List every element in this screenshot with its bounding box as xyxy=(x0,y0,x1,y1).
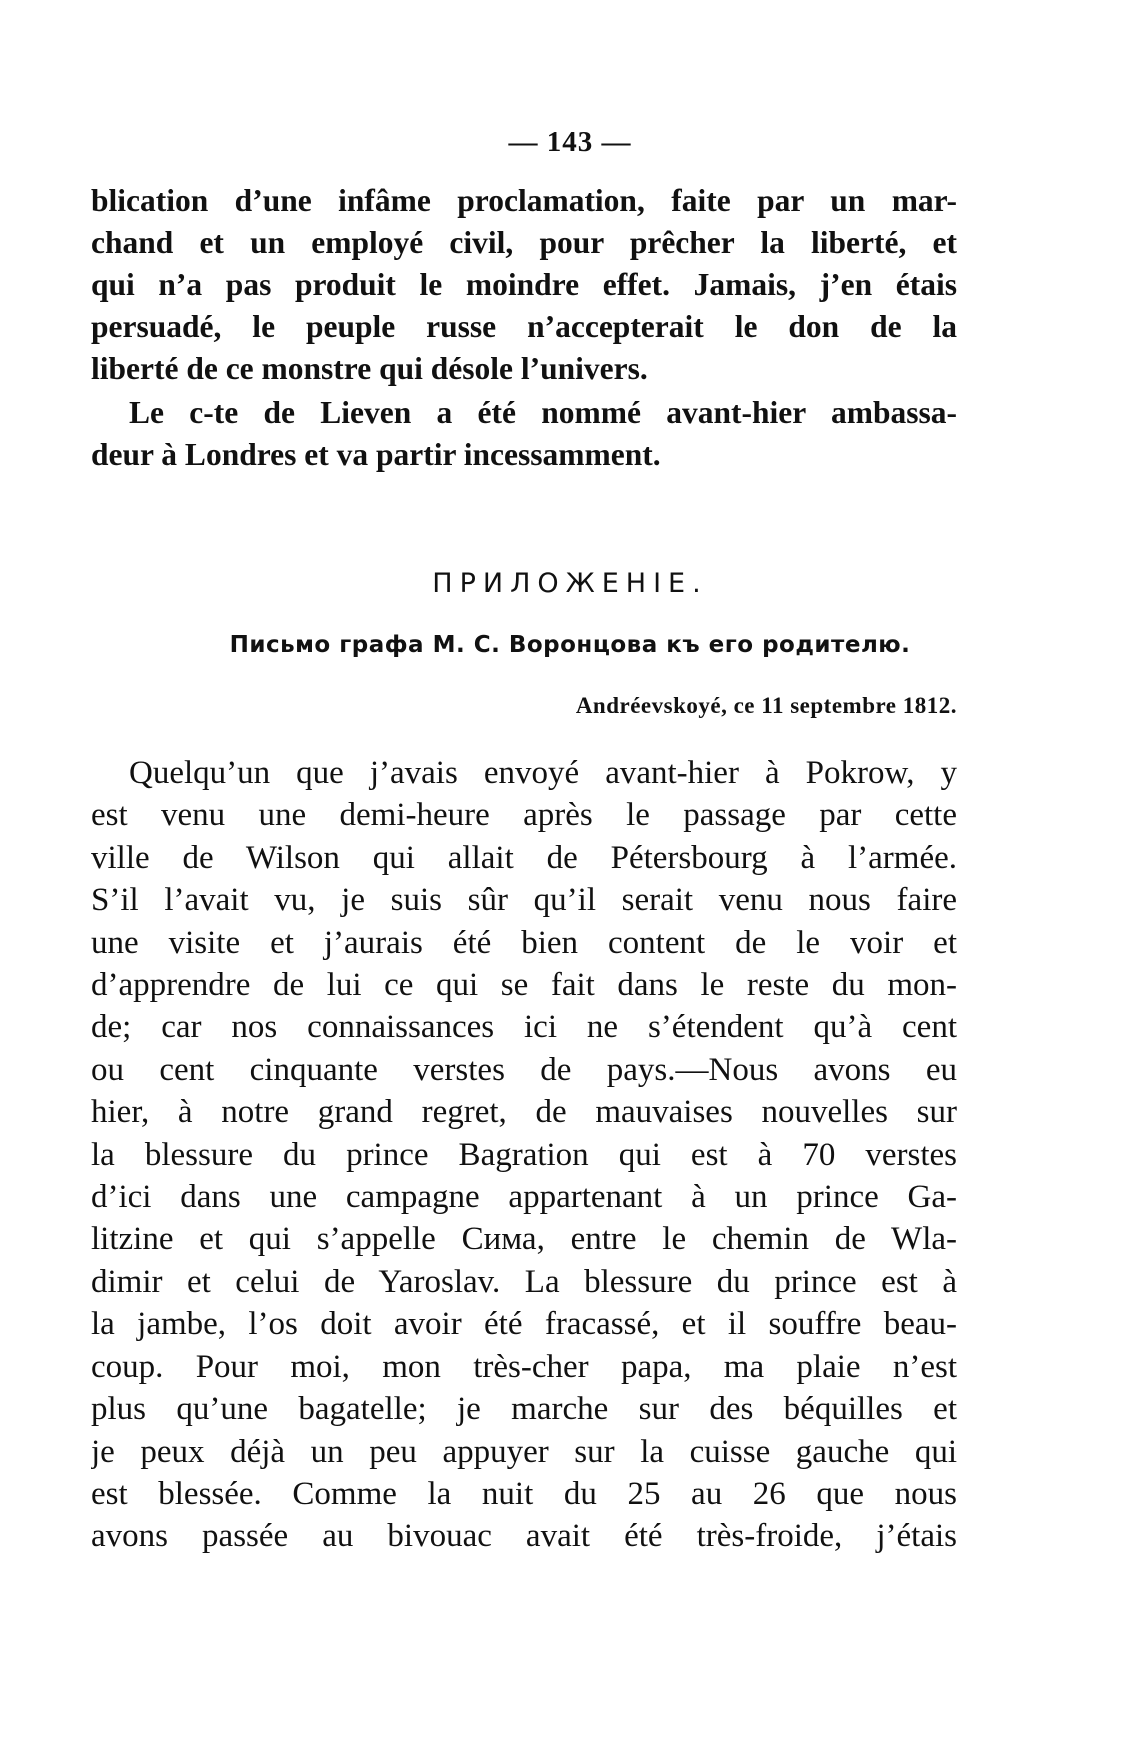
letter-line: est venu une demi-heure après le passage par cette xyxy=(91,797,957,834)
appendix-heading: ПРИЛОЖЕНІЕ. xyxy=(432,568,708,599)
letter-line: dimir et celui de Yaroslav. La blessure du prince est à xyxy=(91,1263,957,1300)
letter-line: est blessée. Comme la nuit du 25 au 26 que nous xyxy=(91,1475,957,1512)
text-line: chand et un employé civil, pour prêcher la liberté, et xyxy=(91,225,957,260)
letter-dateline: Andréevskoyé, ce 11 septembre 1812. xyxy=(575,693,957,718)
text-line: blication d’une infâme proclamation, faite par un mar- xyxy=(91,183,957,218)
letter-line: plus qu’une bagatelle; je marche sur des béquilles et xyxy=(91,1391,957,1428)
letter-line: coup. Pour moi, mon très-cher papa, ma plaie n’est xyxy=(91,1348,957,1385)
text-line: Le c-te de Lieven a été nommé avant-hier ambassa- xyxy=(129,395,957,430)
letter-line: une visite et j’aurais été bien content de le voir et xyxy=(91,924,957,961)
letter-line: je peux déjà un peu appuyer sur la cuisse gauche qui xyxy=(91,1433,957,1470)
letter-line: la blessure du prince Bagration qui est à 70 verstes xyxy=(91,1136,957,1173)
letter-line: de; car nos connaissances ici ne s’étendent qu’à cent xyxy=(91,1009,957,1046)
text-line: liberté de ce monstre qui désole l’univers. xyxy=(91,351,648,386)
letter-line: Quelqu’un que j’avais envoyé avant-hier à Pokrow, y xyxy=(129,755,957,791)
letter-line: avons passée au bivouac avait été très-froide, j’étais xyxy=(91,1518,957,1555)
letter-line: d’ici dans une campagne appartenant à un prince Ga- xyxy=(91,1179,957,1216)
letter-line: hier, à notre grand regret, de mauvaises nouvelles sur xyxy=(91,1094,957,1131)
letter-line: la jambe, l’os doit avoir été fracassé, et il souffre beau- xyxy=(91,1306,957,1343)
letter-line: ou cent cinquante verstes de pays.—Nous avons eu xyxy=(91,1051,957,1088)
letter-line: ville de Wilson qui allait de Pétersbourg à l’armée. xyxy=(91,839,957,876)
letter-line: litzine et qui s’appelle Сима, entre le chemin de Wla- xyxy=(91,1221,957,1258)
lieven-paragraph xyxy=(91,392,957,476)
page-number: — 143 — xyxy=(508,126,632,158)
letter-body xyxy=(91,752,957,1558)
letter-line: S’il l’avait vu, je suis sûr qu’il serait venu nous faire xyxy=(91,882,957,919)
text-line: qui n’a pas produit le moindre effet. Jamais, j’en étais xyxy=(91,267,957,302)
continuation-paragraph xyxy=(91,180,957,390)
letter-line: d’apprendre de lui ce qui se fait dans le reste du mon- xyxy=(91,967,957,1004)
letter-title: Письмо графа М. С. Воронцова къ его родителю. xyxy=(229,632,911,658)
text-line: deur à Londres et va partir incessamment. xyxy=(91,437,661,472)
text-line: persuadé, le peuple russe n’accepterait le don de la xyxy=(91,309,957,344)
